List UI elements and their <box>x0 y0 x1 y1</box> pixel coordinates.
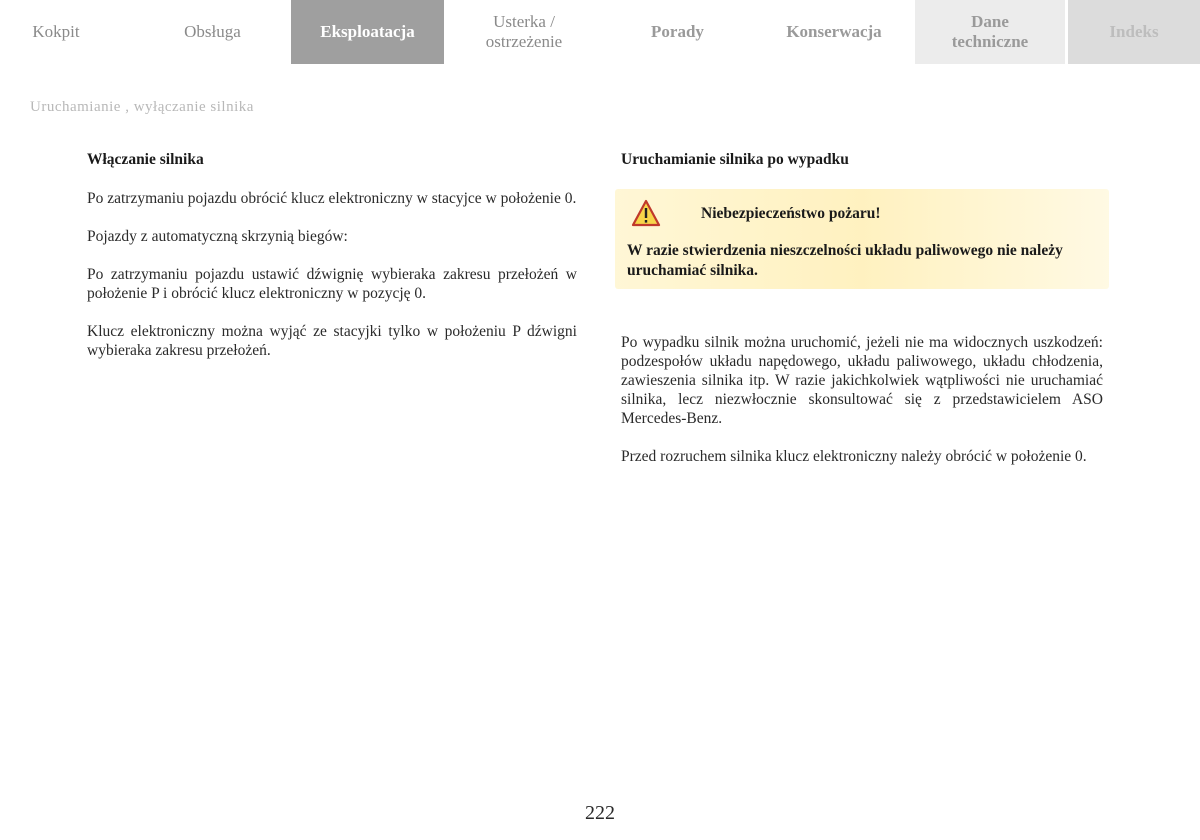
left-heading: Włączanie silnika <box>87 151 204 168</box>
tab-label: techniczne <box>951 32 1029 51</box>
warning-title: Niebezpieczeństwo pożaru! <box>701 204 881 222</box>
tab-porady[interactable] <box>605 0 750 64</box>
tab-label: Kokpit <box>32 22 80 41</box>
tab-konserwacja[interactable] <box>755 0 913 64</box>
tab-indeks[interactable] <box>1068 0 1200 64</box>
right-heading: Uruchamianie silnika po wypadku <box>621 151 849 168</box>
paragraph: Pojazdy z automatyczną skrzynią biegów: <box>87 228 348 245</box>
tab-label: Dane <box>971 12 1009 31</box>
chapter-tabs <box>0 0 1200 64</box>
tab-label: Obsługa <box>184 22 241 41</box>
tab-obsluga[interactable] <box>140 0 285 64</box>
tab-label: Porady <box>651 22 704 41</box>
right-column <box>621 150 1103 485</box>
right-paragraphs <box>621 333 1103 466</box>
tab-label: Usterka / <box>493 12 555 31</box>
paragraph: Po wypadku silnik można uruchomić, jeżeli nie ma widocznych uszkodzeń: podzespołów układu napędowego, układu paliwowego, układu chłodzenia, zawieszenia silnika itp. W razie jakichkolwiek wątpliwości nie uruchamiać silnika, lecz niezwłocznie skonsultować się z przedstawicielem ASO Mercedes-Benz. <box>621 334 1103 427</box>
tab-eksploatacja[interactable] <box>291 0 444 64</box>
paragraph: Klucz elektroniczny można wyjąć ze stacyjki tylko w położeniu P dźwigni wybieraka zakresu przełożeń. <box>87 323 577 359</box>
warning-text: W razie stwierdzenia nieszczelności układu paliwowego nie należy uruchamiać silnika. <box>627 242 1063 279</box>
tab-label: Konserwacja <box>786 22 882 41</box>
page-number: 222 <box>585 802 615 824</box>
tab-usterka-ostrzezenie[interactable] <box>448 0 600 64</box>
tab-dane-techniczne[interactable] <box>915 0 1065 64</box>
warning-header <box>631 199 1099 227</box>
paragraph: Po zatrzymaniu pojazdu obrócić klucz elektroniczny w stacyjce w położenie 0. <box>87 190 577 207</box>
tab-kokpit[interactable] <box>0 0 112 64</box>
tab-label: Eksploatacja <box>320 22 415 41</box>
warning-triangle-icon <box>631 199 661 227</box>
paragraph: Przed rozruchem silnika klucz elektroniczny należy obrócić w położenie 0. <box>621 448 1087 465</box>
section-title: Uruchamianie , wyłączanie silnika <box>30 99 254 115</box>
warning-box <box>615 189 1109 289</box>
tab-label: Indeks <box>1109 22 1159 41</box>
left-column <box>87 150 577 379</box>
tab-label: ostrzeżenie <box>485 32 563 51</box>
paragraph: Po zatrzymaniu pojazdu ustawić dźwignię wybieraka zakresu przełożeń w położenie P i obrócić klucz elektroniczny w pozycję 0. <box>87 266 577 302</box>
